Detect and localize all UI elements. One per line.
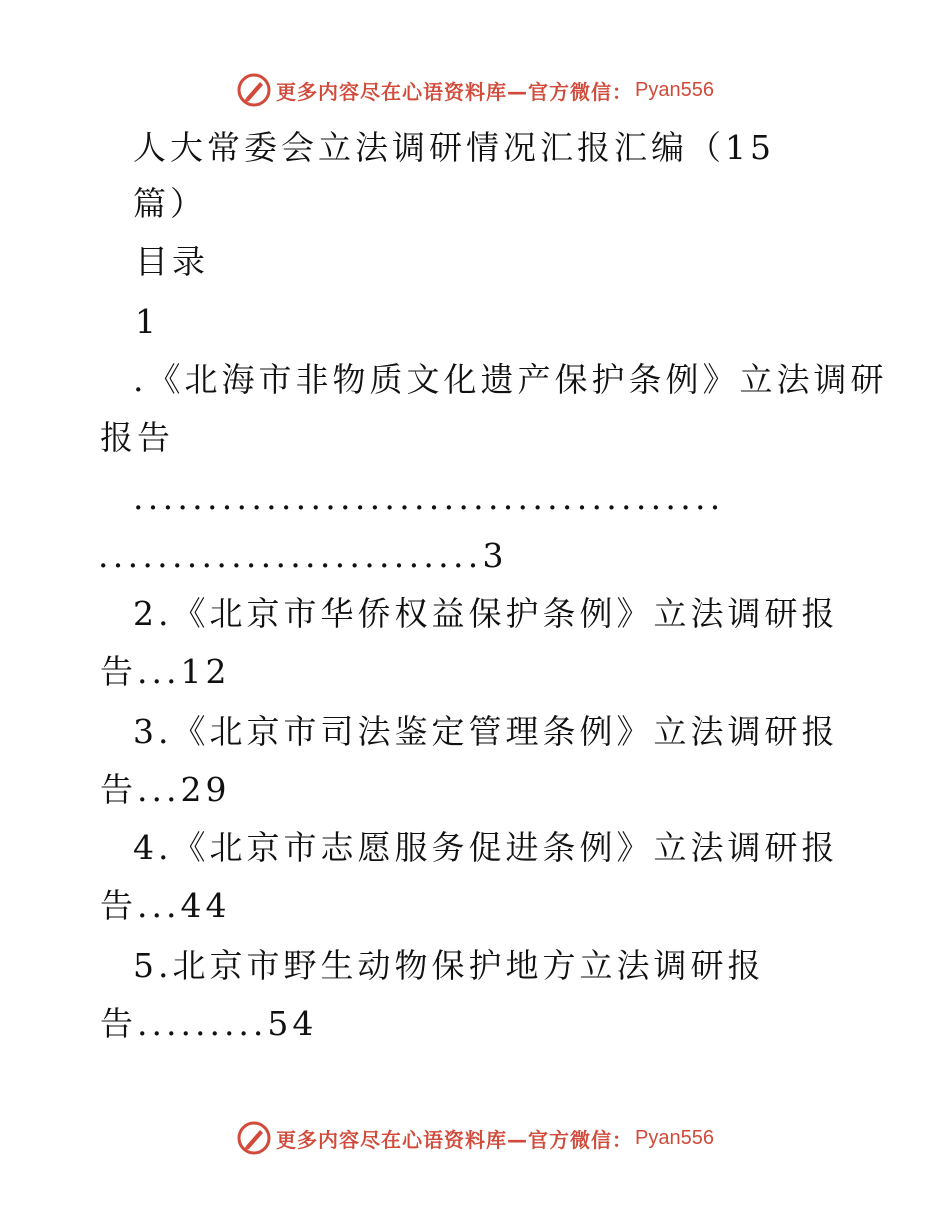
toc-item1-number: 1 bbox=[135, 302, 160, 341]
toc-item1-line2: 报告 bbox=[100, 418, 174, 457]
toc-item2-line1: 2.《北京市华侨权益保护条例》立法调研报 bbox=[133, 594, 839, 633]
toc-item5-line2: 告.........54 bbox=[100, 1004, 318, 1043]
doc-title-line2: 篇） bbox=[133, 184, 207, 223]
toc-heading: 目录 bbox=[135, 242, 209, 281]
toc-item4-line2: 告...44 bbox=[100, 886, 231, 925]
toc-item1-dots1: ........................................ bbox=[133, 478, 725, 517]
doc-title-line1: 人大常委会立法调研情况汇报汇编（15 bbox=[133, 128, 775, 167]
toc-item1-line1: .《北海市非物质文化遗产保护条例》立法调研 bbox=[133, 360, 888, 399]
watermark-banner-bottom bbox=[0, 1118, 950, 1158]
toc-item3-line2: 告...29 bbox=[100, 770, 231, 809]
watermark-text: 更多内容尽在心语资料库—官方微信： bbox=[276, 1127, 634, 1152]
watermark-text: 更多内容尽在心语资料库—官方微信： bbox=[276, 79, 634, 104]
toc-item3-line1: 3.《北京市司法鉴定管理条例》立法调研报 bbox=[133, 712, 839, 751]
toc-item2-line2: 告...12 bbox=[100, 652, 231, 691]
toc-item4-line1: 4.《北京市志愿服务促进条例》立法调研报 bbox=[133, 828, 839, 867]
watermark-account: Pyan556 bbox=[635, 1126, 714, 1149]
pen-logo-icon bbox=[236, 1120, 272, 1156]
pen-logo-icon bbox=[236, 72, 272, 108]
watermark-banner-top bbox=[0, 70, 950, 110]
toc-item5-line1: 5.北京市野生动物保护地方立法调研报 bbox=[133, 946, 765, 985]
toc-item1-dots2: ..........................3 bbox=[98, 536, 508, 575]
watermark-account: Pyan556 bbox=[635, 78, 714, 101]
